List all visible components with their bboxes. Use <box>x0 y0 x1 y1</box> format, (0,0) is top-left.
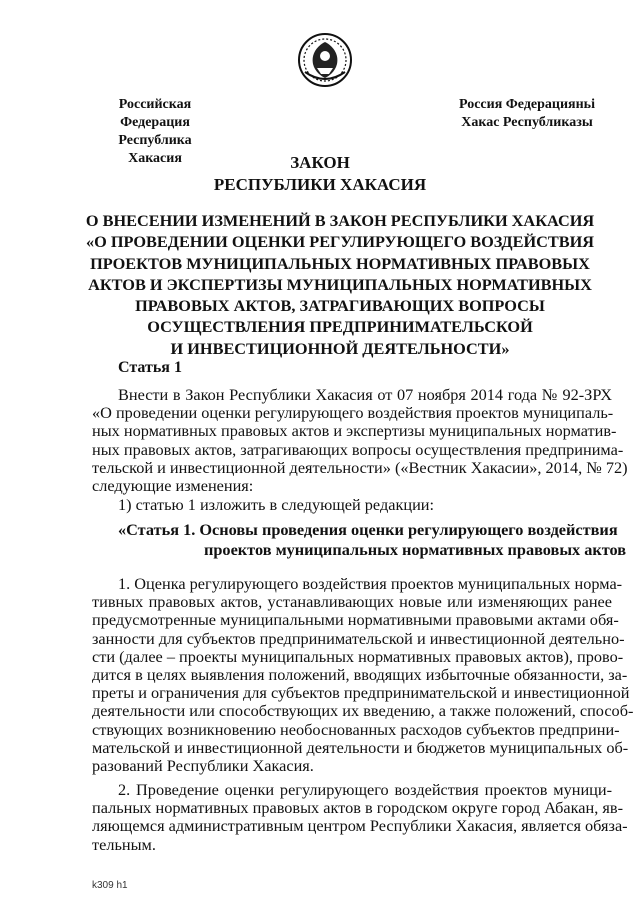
document-code: k309 h1 <box>92 880 128 891</box>
subject-line: И ИНВЕСТИЦИОННОЙ ДЕЯТЕЛЬНОСТИ» <box>170 338 510 358</box>
law-title-line-1: ЗАКОН <box>290 153 350 172</box>
text-line: ляющемся административным центром Республики Хакасия, является обяза- <box>92 816 628 836</box>
text-line: ных нормативных правовых актов и экспертизы муниципальных норматив- <box>92 421 617 441</box>
text-line: 2. Проведение оценки регулирующего воздействия проектов муници- <box>118 780 612 799</box>
region-header-right <box>452 96 602 132</box>
text-line: ных правовых актов, затрагивающих вопросы осуществления предпринима- <box>92 439 624 459</box>
text-line: преты и ограничения для субъектов предпринимательской и инвестиционной <box>92 683 630 703</box>
new-article-heading <box>118 520 627 560</box>
text-line: следующие изменения: <box>92 475 254 495</box>
subject-line: ОСУЩЕСТВЛЕНИЯ ПРЕДПРИНИМАТЕЛЬСКОЙ <box>147 317 533 337</box>
law-subject <box>70 210 610 359</box>
subject-line: ПРОЕКТОВ МУНИЦИПАЛЬНЫХ НОРМАТИВНЫХ ПРАВОВЫХ <box>90 253 590 273</box>
text-line: разований Республики Хакасия. <box>92 755 314 775</box>
text-line: дится в целях выявления положений, вводящих избыточные обязанности, за- <box>92 664 628 684</box>
republic-name-khakas: Хакас Республиказы <box>461 115 593 130</box>
coat-of-arms-icon <box>297 32 353 88</box>
subject-line: АКТОВ И ЭКСПЕРТИЗЫ МУНИЦИПАЛЬНЫХ НОРМАТИВНЫХ <box>88 274 592 294</box>
subject-line: ПРАВОВЫХ АКТОВ, ЗАТРАГИВАЮЩИХ ВОПРОСЫ <box>135 296 545 316</box>
subject-line: О ВНЕСЕНИИ ИЗМЕНЕНИЙ В ЗАКОН РЕСПУБЛИКИ ХАКАСИЯ <box>85 211 595 230</box>
text-line: занности для субъектов предпринимательской и инвестиционной деятельно- <box>92 628 625 648</box>
country-name: Российская Федерация <box>118 97 192 130</box>
text-line: ствующих возникновению необоснованных расходов субъектов предприни- <box>92 719 620 739</box>
sub-item-1: 1) статью 1 изложить в следующей редакции: <box>118 495 435 514</box>
text-line: тивных правовых актов, устанавливающих новые или изменяющих ранее <box>92 592 612 612</box>
republic-name: Республика Хакасия <box>118 133 192 166</box>
text-line: пальных нормативных правовых актов в городском округе город Абакан, яв- <box>92 798 623 818</box>
text-line: мательской и инвестиционной деятельности и бюджетов муниципальных об- <box>92 737 629 757</box>
subject-line: «О ПРОВЕДЕНИИ ОЦЕНКИ РЕГУЛИРУЮЩЕГО ВОЗДЕЙСТВИЯ <box>85 232 595 252</box>
article-1-heading: Статья 1 <box>118 359 182 376</box>
text-line: тельным. <box>92 834 156 854</box>
text-line: тельской и инвестиционной деятельности» («Вестник Хакасии», 2014, № 72) <box>92 457 628 477</box>
intro-paragraph <box>92 385 628 495</box>
text-line: предусмотренные муниципальными нормативными правовыми актами обя- <box>92 610 619 630</box>
text-line: деятельности или способствующих их введению, а также положений, способ- <box>92 701 634 721</box>
text-line: 1. Оценка регулирующего воздействия проектов муниципальных норма- <box>118 574 623 593</box>
paragraph-2 <box>92 780 628 854</box>
new-article-heading-line-2: проектов муниципальных нормативных правовых актов <box>204 540 627 559</box>
law-title <box>0 152 640 196</box>
new-article-heading-line-1: «Статья 1. Основы проведения оценки регулирующего воздействия <box>118 520 618 539</box>
text-line: «О проведении оценки регулирующего воздействия проектов муниципаль- <box>92 403 614 423</box>
law-title-line-2: РЕСПУБЛИКИ ХАКАСИЯ <box>213 175 427 194</box>
text-line: Внести в Закон Республики Хакасия от 07 ноября 2014 года № 92-ЗРХ <box>118 385 612 404</box>
paragraph-1 <box>92 574 634 775</box>
country-name-khakas: Россия Федерацияньі <box>459 97 595 112</box>
text-line: сти (далее – проекты муниципальных нормативных правовых актов), прово- <box>92 646 624 666</box>
